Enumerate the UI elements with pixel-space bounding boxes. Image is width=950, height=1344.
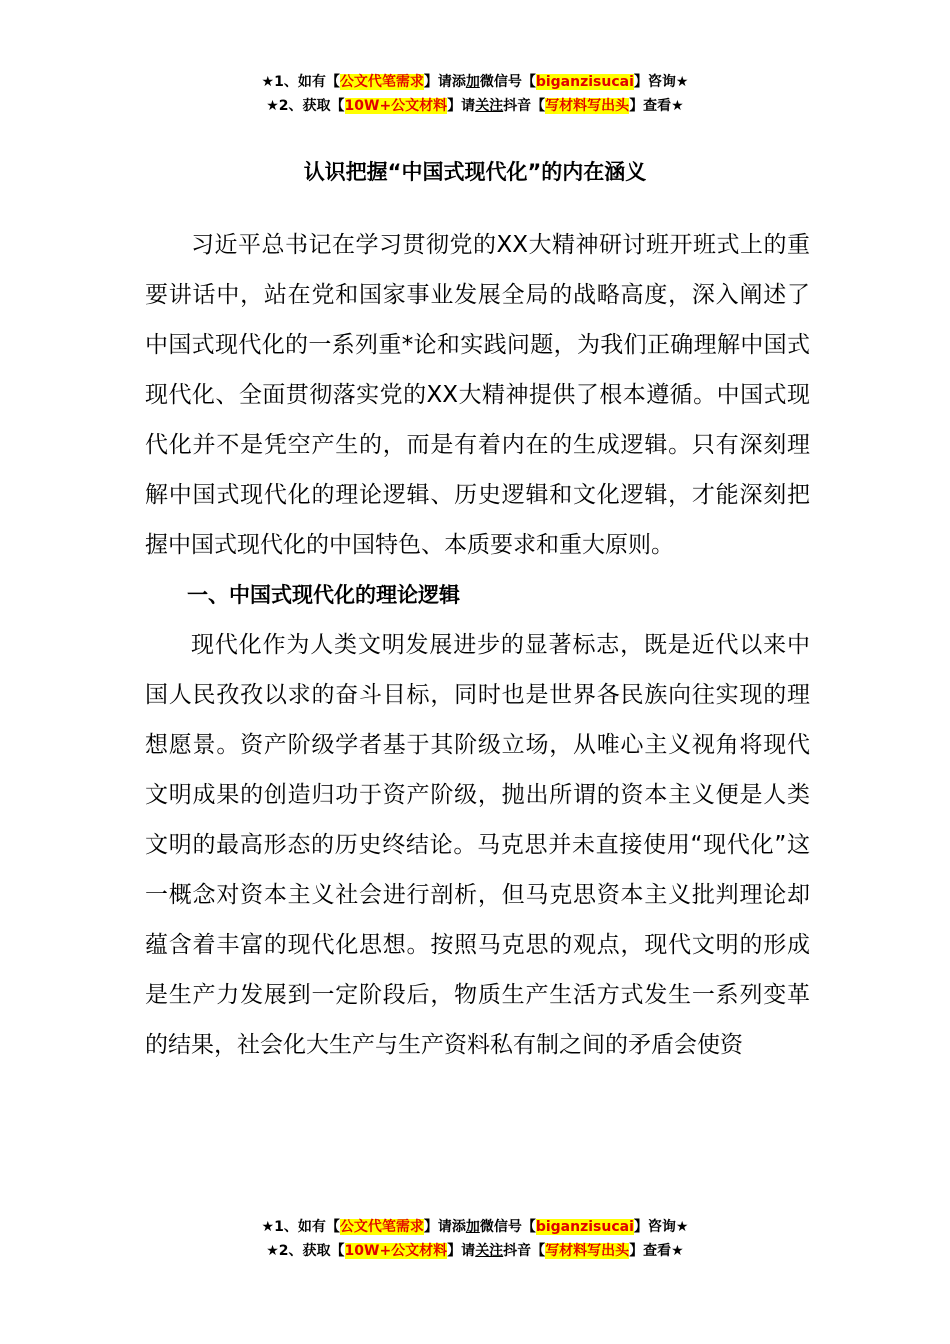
banner-text: ★1、如有【	[261, 74, 340, 90]
underline-text: 关注	[475, 1243, 504, 1259]
highlight-materials: 10W+公文材料	[344, 1243, 448, 1259]
document-body	[145, 220, 810, 1070]
banner-line-2	[0, 1239, 950, 1263]
banner-text: 】查看★	[629, 1243, 684, 1259]
banner-text: ★1、如有【	[261, 1219, 340, 1235]
banner-text: 】查看★	[629, 98, 684, 114]
document-title: 认识把握“中国式现代化”的内在涵义	[303, 160, 647, 184]
section-heading: 一、中国式现代化的理论逻辑	[187, 583, 460, 607]
highlight-service: 公文代笔需求	[339, 1219, 424, 1235]
banner-text: 微信号【	[479, 1219, 536, 1235]
banner-text: ★2、获取【	[266, 1243, 345, 1259]
footer-banner	[0, 1215, 950, 1263]
highlight-douyin-account: 写材料写出头	[545, 1243, 630, 1259]
banner-line-2	[0, 94, 950, 118]
banner-text: 】咨询★	[633, 1219, 689, 1235]
banner-text: 】咨询★	[633, 74, 689, 90]
paragraph-theory: 现代化作为人类文明发展进步的显著标志，既是近代以来中国人民孜孜以求的奋斗目标，同时也是世界各民族向往实现的理想愿景。资产阶级学者基于其阶级立场，从唯心主义视角将现代文明成果的创造归功于资产阶级，抛出所谓的资本主义便是人类文明的最高形态的历史终结论。马克思并未直接使用“现代化”这一概念对资本主义社会进行剖析，但马克思资本主义批判理论却蕴含着丰富的现代化思想。按照马克思的观点，现代文明的形成是生产力发展到一定阶段后，物质生产生活方式发生一系列变革的结果，社会化大生产与生产资料私有制之间的矛盾会使资	[145, 632, 810, 1058]
banner-text: 】请添	[423, 74, 466, 90]
banner-text: 】请添	[423, 1219, 466, 1235]
banner-text: 抖音【	[503, 98, 546, 114]
header-banner	[0, 70, 950, 118]
highlight-wechat-id: biganzisucai	[535, 74, 634, 90]
highlight-service: 公文代笔需求	[339, 74, 424, 90]
underline-text: 加	[465, 1219, 480, 1235]
banner-text: 微信号【	[479, 74, 536, 90]
underline-text: 加	[465, 74, 480, 90]
highlight-douyin-account: 写材料写出头	[545, 98, 630, 114]
highlight-wechat-id: biganzisucai	[535, 1219, 634, 1235]
banner-line-1	[0, 1215, 950, 1239]
underline-text: 关注	[475, 98, 504, 114]
banner-line-1	[0, 70, 950, 94]
banner-text: 】请	[447, 98, 476, 114]
banner-text: ★2、获取【	[266, 98, 345, 114]
banner-text: 抖音【	[503, 1243, 546, 1259]
banner-text: 】请	[447, 1243, 476, 1259]
paragraph-intro: 习近平总书记在学习贯彻党的XX大精神研讨班开班式上的重要讲话中，站在党和国家事业发展全局的战略高度，深入阐述了中国式现代化的一系列重*论和实践问题，为我们正确理解中国式现代化、全面贯彻落实党的XX大精神提供了根本遵循。中国式现代化并不是凭空产生的，而是有着内在的生成逻辑。只有深刻理解中国式现代化的理论逻辑、历史逻辑和文化逻辑，才能深刻把握中国式现代化的中国特色、本质要求和重大原则。	[145, 232, 810, 558]
highlight-materials: 10W+公文材料	[344, 98, 448, 114]
